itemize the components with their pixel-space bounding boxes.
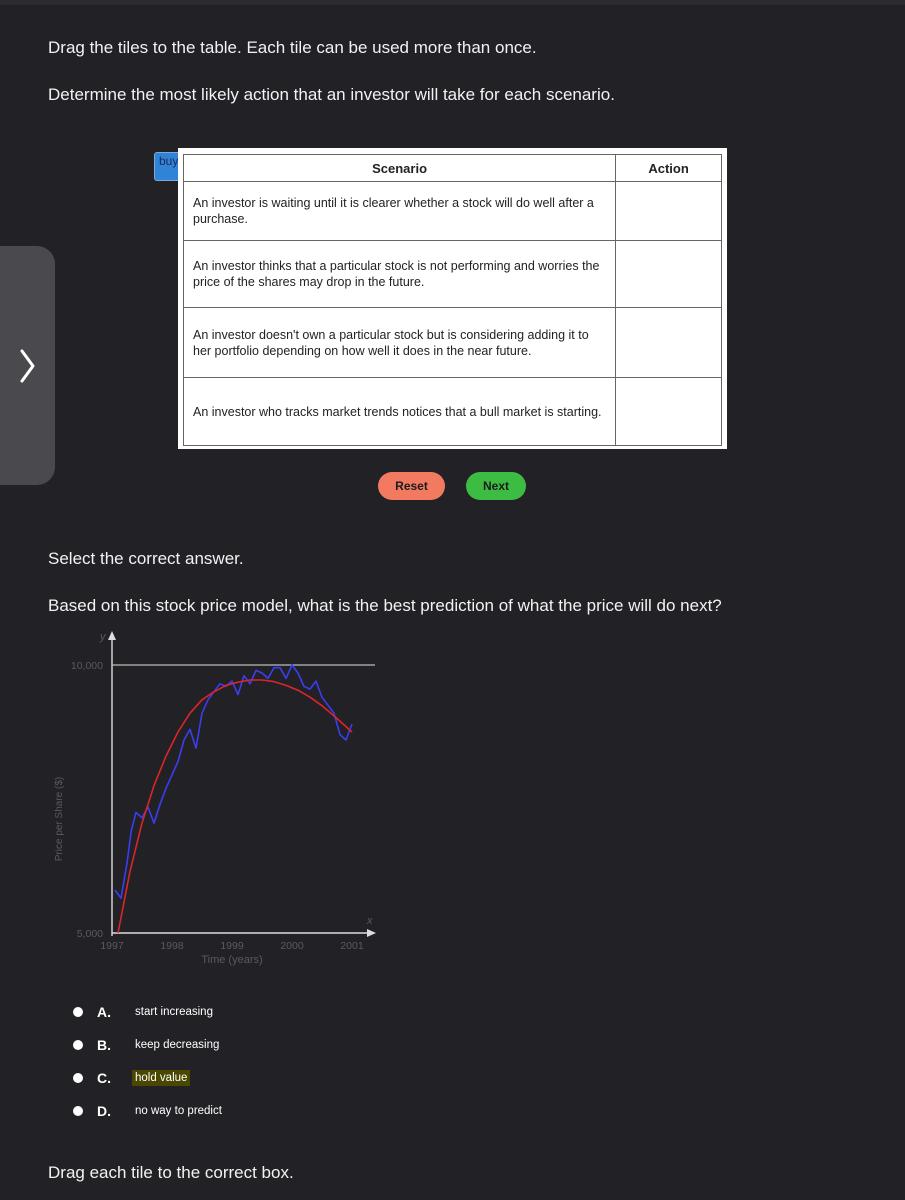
header-scenario: Scenario [184,155,616,182]
q3-instruction: Drag each tile to the correct box. [48,1163,294,1182]
action-drop-box[interactable] [616,182,722,241]
answer-option[interactable] [70,995,225,1028]
x-tick-label: 2000 [280,940,304,952]
answer-option[interactable] [70,1028,225,1061]
radio-button[interactable] [73,1040,83,1050]
option-letter: D. [97,1102,111,1119]
tile-buy[interactable]: buy [154,152,183,181]
side-nav-next-button[interactable] [0,246,55,485]
answer-option[interactable] [70,1094,225,1127]
scenario-cell: An investor who tracks market trends notices that a bull market is starting. [184,378,616,446]
price-series-line [115,665,352,898]
scenario-cell: An investor is waiting until it is clearer whether a stock will do well after a purchase. [184,182,616,241]
model-trend-line [118,680,352,933]
x-axis-title: Time (years) [201,954,263,966]
action-drop-box[interactable] [616,378,722,446]
option-text: no way to predict [135,1104,222,1117]
option-text: keep decreasing [135,1038,220,1051]
next-button[interactable]: Next [466,472,526,500]
stock-price-chart [45,620,390,975]
x-tick-label: 1999 [220,940,244,952]
y-axis-arrow [108,631,116,640]
table-row [184,182,722,241]
q1-instruction-tiles: Drag the tiles to the table. Each tile can be used more than once. [48,38,537,57]
table-row [184,308,722,378]
action-drop-box[interactable] [616,308,722,378]
option-letter: B. [97,1036,111,1053]
x-tick-label: 1998 [160,940,184,952]
option-letter: C. [97,1069,111,1086]
option-text: hold value [132,1070,190,1086]
y-axis-title: Price per Share ($) [54,776,65,862]
scenario-cell: An investor doesn't own a particular stock but is considering adding it to her portfolio depending on how well it does in the near future. [184,308,616,378]
option-text: start increasing [135,1005,213,1018]
q1-instruction-action: Determine the most likely action that an investor will take for each scenario. [48,85,615,104]
y-tick-label: 10,000 [70,660,103,672]
x-axis-symbol: x [367,915,373,927]
y-axis-symbol: y [100,631,106,643]
x-axis-arrow [367,929,376,937]
table-header-row [184,155,722,182]
answer-option[interactable] [70,1061,225,1094]
reset-button[interactable]: Reset [378,472,445,500]
table-row [184,241,722,308]
top-bar [0,0,905,5]
chevron-right-icon [18,348,38,384]
x-tick-label: 2001 [340,940,364,952]
action-drop-box[interactable] [616,241,722,308]
header-action: Action [616,155,722,182]
scenario-table [183,154,722,446]
radio-button[interactable] [73,1007,83,1017]
x-tick-label: 1997 [100,940,124,952]
option-letter: A. [97,1003,111,1020]
radio-button[interactable] [73,1073,83,1083]
y-tick-label: 5,000 [76,928,103,940]
q2-instruction: Select the correct answer. [48,549,244,568]
scenario-cell: An investor thinks that a particular stock is not performing and worries the price of the shares may drop in the future. [184,241,616,308]
answer-options [70,995,225,1127]
q2-question: Based on this stock price model, what is the best prediction of what the price will do next? [48,596,722,615]
table-row [184,378,722,446]
radio-button[interactable] [73,1106,83,1116]
scenario-table-panel [178,148,727,449]
